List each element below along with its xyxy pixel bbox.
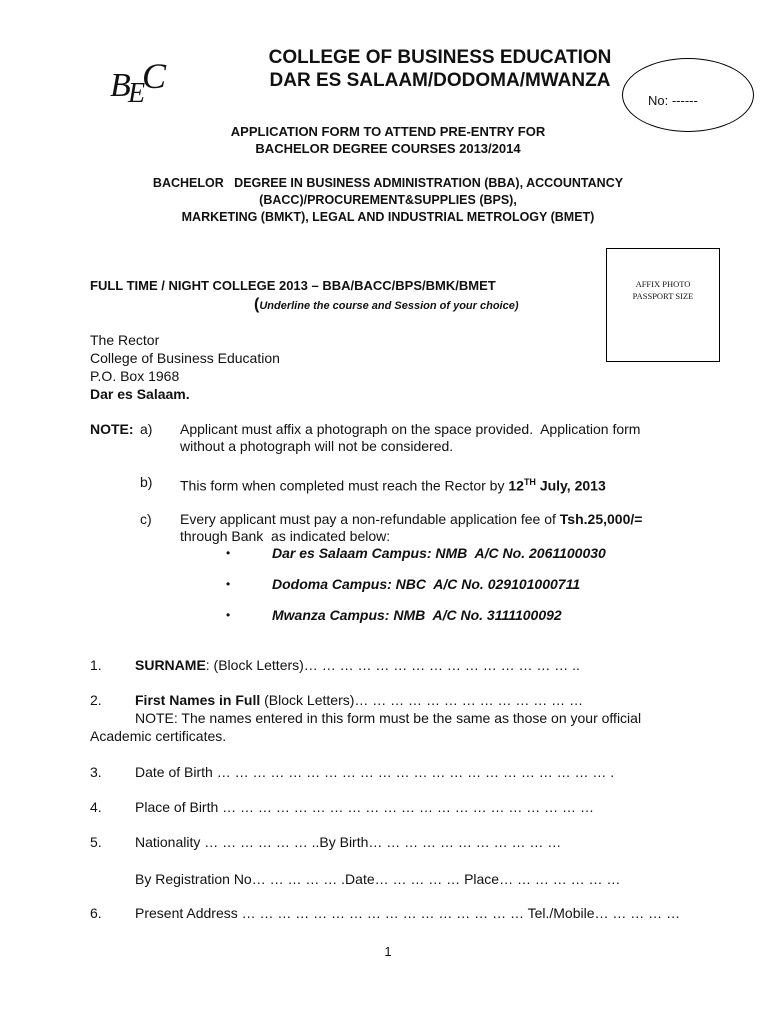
field-registration[interactable]: By Registration No… … … … … .Date… … … … … Place… … … … … … … [135,871,621,887]
note-b-main: This form when completed must reach the Rector by [180,477,509,494]
field-first-names[interactable] [135,692,583,709]
address-line2: College of Business Education [90,350,280,366]
field-date-of-birth[interactable]: Date of Birth … … … … … … … … … … … … … … … … … … … … … … . [135,764,615,780]
photo-box-label [606,278,720,302]
campus-account-dodoma: Dodoma Campus: NBC A/C No. 029101000711 [272,576,581,592]
note-b-sup: TH [523,477,536,487]
address-line4: Dar es Salaam. [90,386,190,402]
field-place-of-birth[interactable]: Place of Birth … … … … … … … … … … … … … … … … … … … … … [135,799,594,815]
programs-line2: (BACC)/PROCUREMENT&SUPPLIES (BPS), [259,193,517,207]
campus-list: DAR ES SALAAM/DODOMA/MWANZA [269,70,611,91]
svg-text:B: B [110,67,131,104]
photo-box-label-line1: AFFIX PHOTO [635,279,691,289]
session-note [254,296,519,314]
note-a-letter: a) [140,421,153,437]
svg-text:C: C [142,58,167,96]
bullet-2: • [226,577,231,591]
field-3-number: 3. [90,764,102,780]
field-first-names-label: First Names in Full [135,692,261,708]
note-label: NOTE: [90,421,134,437]
field-4-number: 4. [90,799,102,815]
note-b-letter: b) [140,474,153,490]
svg-text:E: E [128,78,146,108]
form-title-line2: BACHELOR DEGREE COURSES 2013/2014 [255,141,521,156]
note-c-text [180,511,642,528]
note-b-day: 12 [508,477,524,494]
photo-box-label-line2: PASSPORT SIZE [632,291,694,301]
field-surname[interactable] [135,657,580,674]
session-note-paren: ( [254,296,260,313]
field-first-names-blank: (Block Letters)… … … … … … … … … … … … … [260,692,584,708]
note-a-line1: Applicant must affix a photograph on the space provided. Application form [180,421,641,437]
note-b-text [180,474,606,495]
address-line3: P.O. Box 1968 [90,368,180,384]
field-1-number: 1. [90,657,102,673]
form-title-line1: APPLICATION FORM TO ATTEND PRE-ENTRY FOR [230,124,546,139]
note-a-line2: without a photograph will not be considered. [180,438,454,454]
field-6-number: 6. [90,905,102,921]
bullet-3: • [226,608,231,622]
field-nationality[interactable]: Nationality … … … … … … ..By Birth… … … … … … … … … … … [135,834,562,850]
session-label: FULL TIME / NIGHT COLLEGE 2013 – BBA/BACC/BPS/BMK/BMET [90,278,496,293]
note-c-letter: c) [140,511,152,527]
programs-line3: MARKETING (BMKT), LEGAL AND INDUSTRIAL METROLOGY (BMET) [181,210,595,224]
session-note-text: Underline the course and Session of your choice) [259,300,519,312]
field-surname-blank: : (Block Letters)… … … … … … … … … … … … … … … .. [205,657,580,673]
names-note-line1: NOTE: The names entered in this form must be the same as those on your official [135,710,642,726]
college-name: COLLEGE OF BUSINESS EDUCATION [268,47,612,68]
names-note-line2: Academic certificates. [90,728,227,744]
page-number: 1 [384,944,392,959]
address-line1: The Rector [90,332,160,348]
field-present-address[interactable]: Present Address … … … … … … … … … … … … … … … … Tel./Mobile… … … … … [135,905,681,921]
programs-line1: BACHELOR DEGREE IN BUSINESS ADMINISTRATION (BBA), ACCOUNTANCY [152,176,624,190]
field-5-number: 5. [90,834,102,850]
field-surname-label: SURNAME [135,657,206,673]
note-c-line2: through Bank as indicated below: [180,528,391,544]
note-c-main: Every applicant must pay a non-refundable application fee of [180,511,560,527]
form-number: No: ------ [648,93,698,108]
campus-account-mwanza: Mwanza Campus: NMB A/C No. 3111100092 [272,607,562,623]
campus-account-dar: Dar es Salaam Campus: NMB A/C No. 2061100030 [272,545,606,561]
field-2-number: 2. [90,692,102,708]
bullet-1: • [226,546,231,560]
photo-box [606,248,720,362]
note-b-date: July, 2013 [535,477,606,494]
note-c-fee: Tsh.25,000/= [559,511,643,527]
